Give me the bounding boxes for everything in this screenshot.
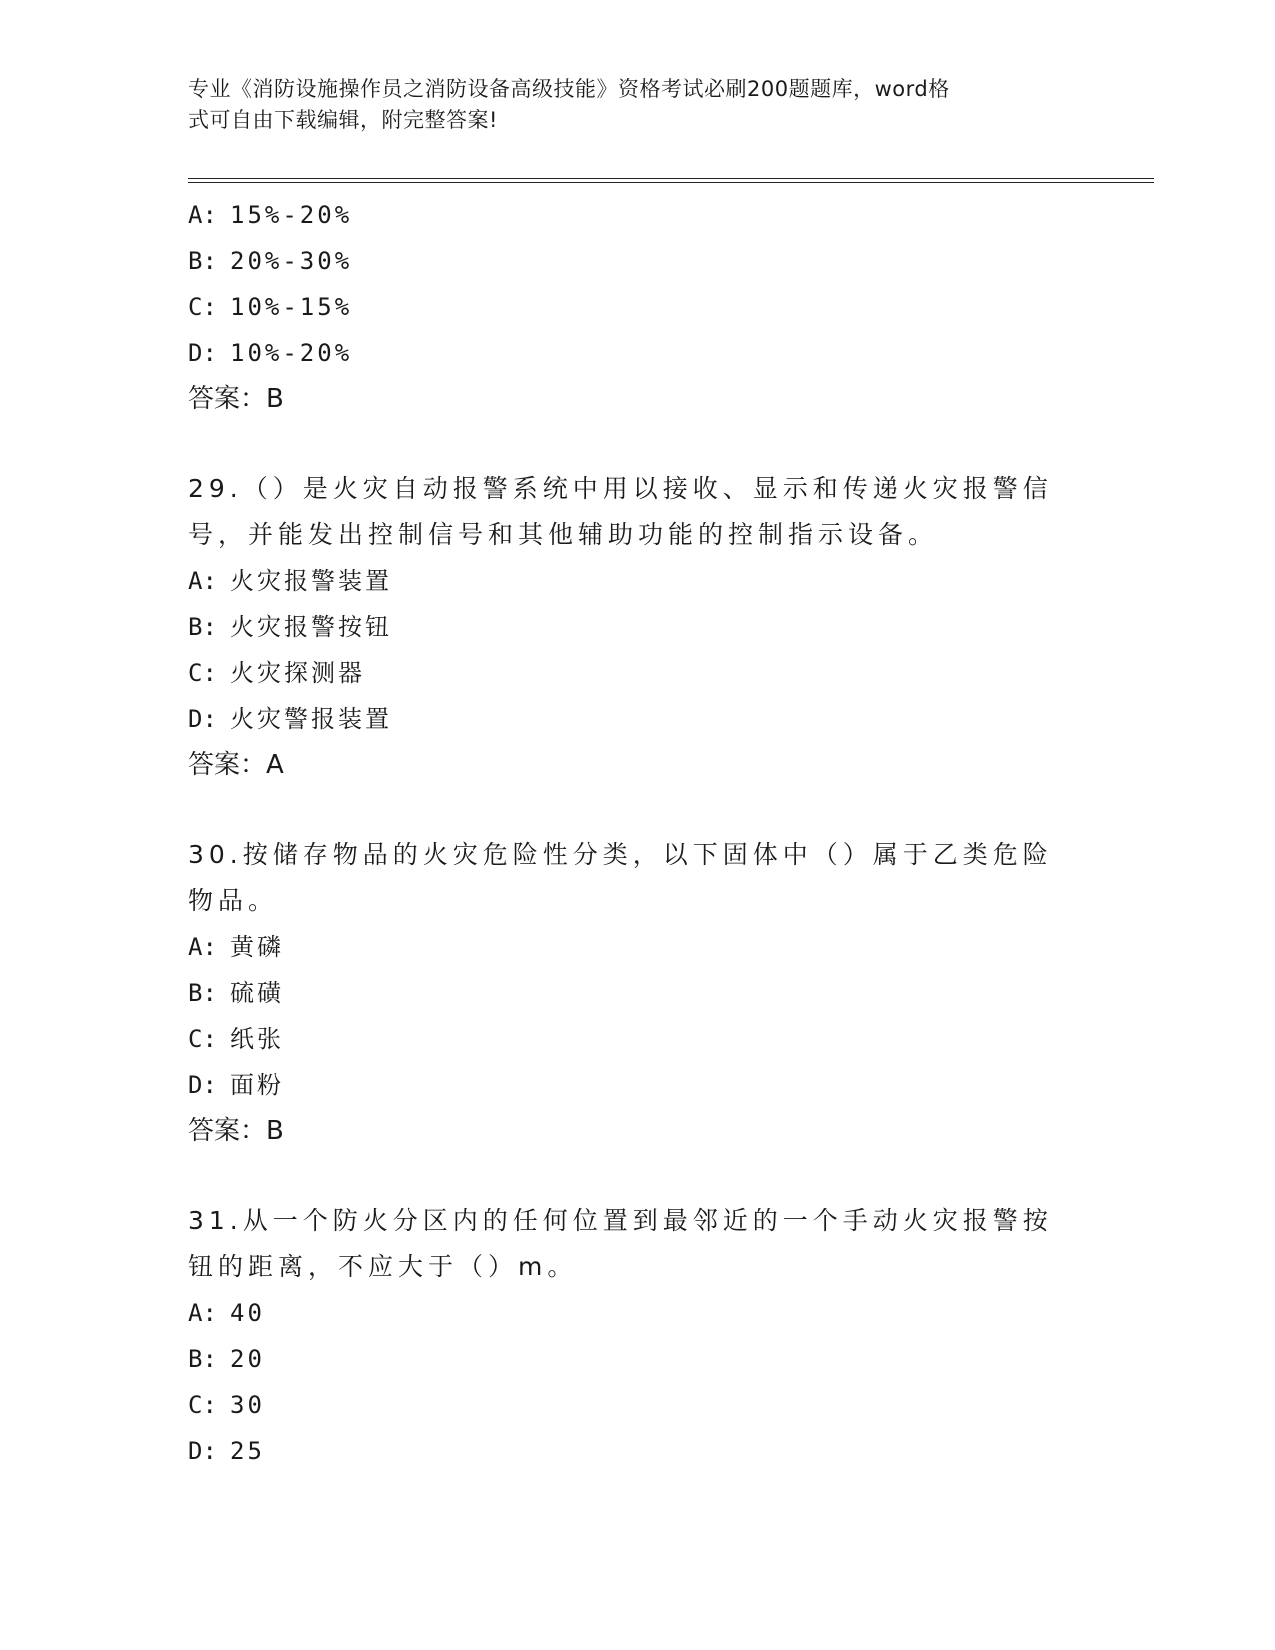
document-header	[188, 74, 1088, 136]
question-29	[188, 466, 1088, 788]
option-a: A: 黄磷	[188, 933, 284, 961]
header-divider-bottom	[188, 182, 1154, 183]
option-c: C: 纸张	[188, 1025, 284, 1053]
option-d: D: 火灾警报装置	[188, 705, 392, 733]
option-d: D: 面粉	[188, 1071, 284, 1099]
option-d: D: 10%-20%	[188, 339, 353, 367]
option-a: A: 15%-20%	[188, 201, 353, 229]
question-28-options	[188, 192, 1088, 422]
option-a: A: 40	[188, 1299, 265, 1327]
answer-label: 答案：B	[188, 1116, 284, 1146]
option-b: B: 硫磺	[188, 979, 284, 1007]
question-30	[188, 832, 1088, 1154]
answer-label: 答案：A	[188, 750, 284, 780]
header-divider-top	[188, 178, 1154, 179]
option-c: C: 10%-15%	[188, 293, 353, 321]
question-list	[188, 192, 1088, 1474]
header-line-1: 专业《消防设施操作员之消防设备高级技能》资格考试必刷200题题库，word格	[188, 77, 950, 101]
question-text: 30.按储存物品的火灾危险性分类，以下固体中（）属于乙类危险物品。	[188, 840, 1053, 915]
answer-label: 答案：B	[188, 384, 284, 414]
question-31	[188, 1198, 1088, 1474]
question-text: 31.从一个防火分区内的任何位置到最邻近的一个手动火灾报警按钮的距离，不应大于（）m。	[188, 1206, 1053, 1281]
option-b: B: 火灾报警按钮	[188, 613, 392, 641]
option-d: D: 25	[188, 1437, 265, 1465]
option-b: B: 20	[188, 1345, 265, 1373]
option-c: C: 30	[188, 1391, 265, 1419]
option-c: C: 火灾探测器	[188, 659, 365, 687]
header-line-2: 式可自由下载编辑，附完整答案!	[188, 108, 498, 132]
option-b: B: 20%-30%	[188, 247, 353, 275]
question-text: 29.（）是火灾自动报警系统中用以接收、显示和传递火灾报警信号，并能发出控制信号和其他辅助功能的控制指示设备。	[188, 474, 1053, 549]
option-a: A: 火灾报警装置	[188, 567, 392, 595]
